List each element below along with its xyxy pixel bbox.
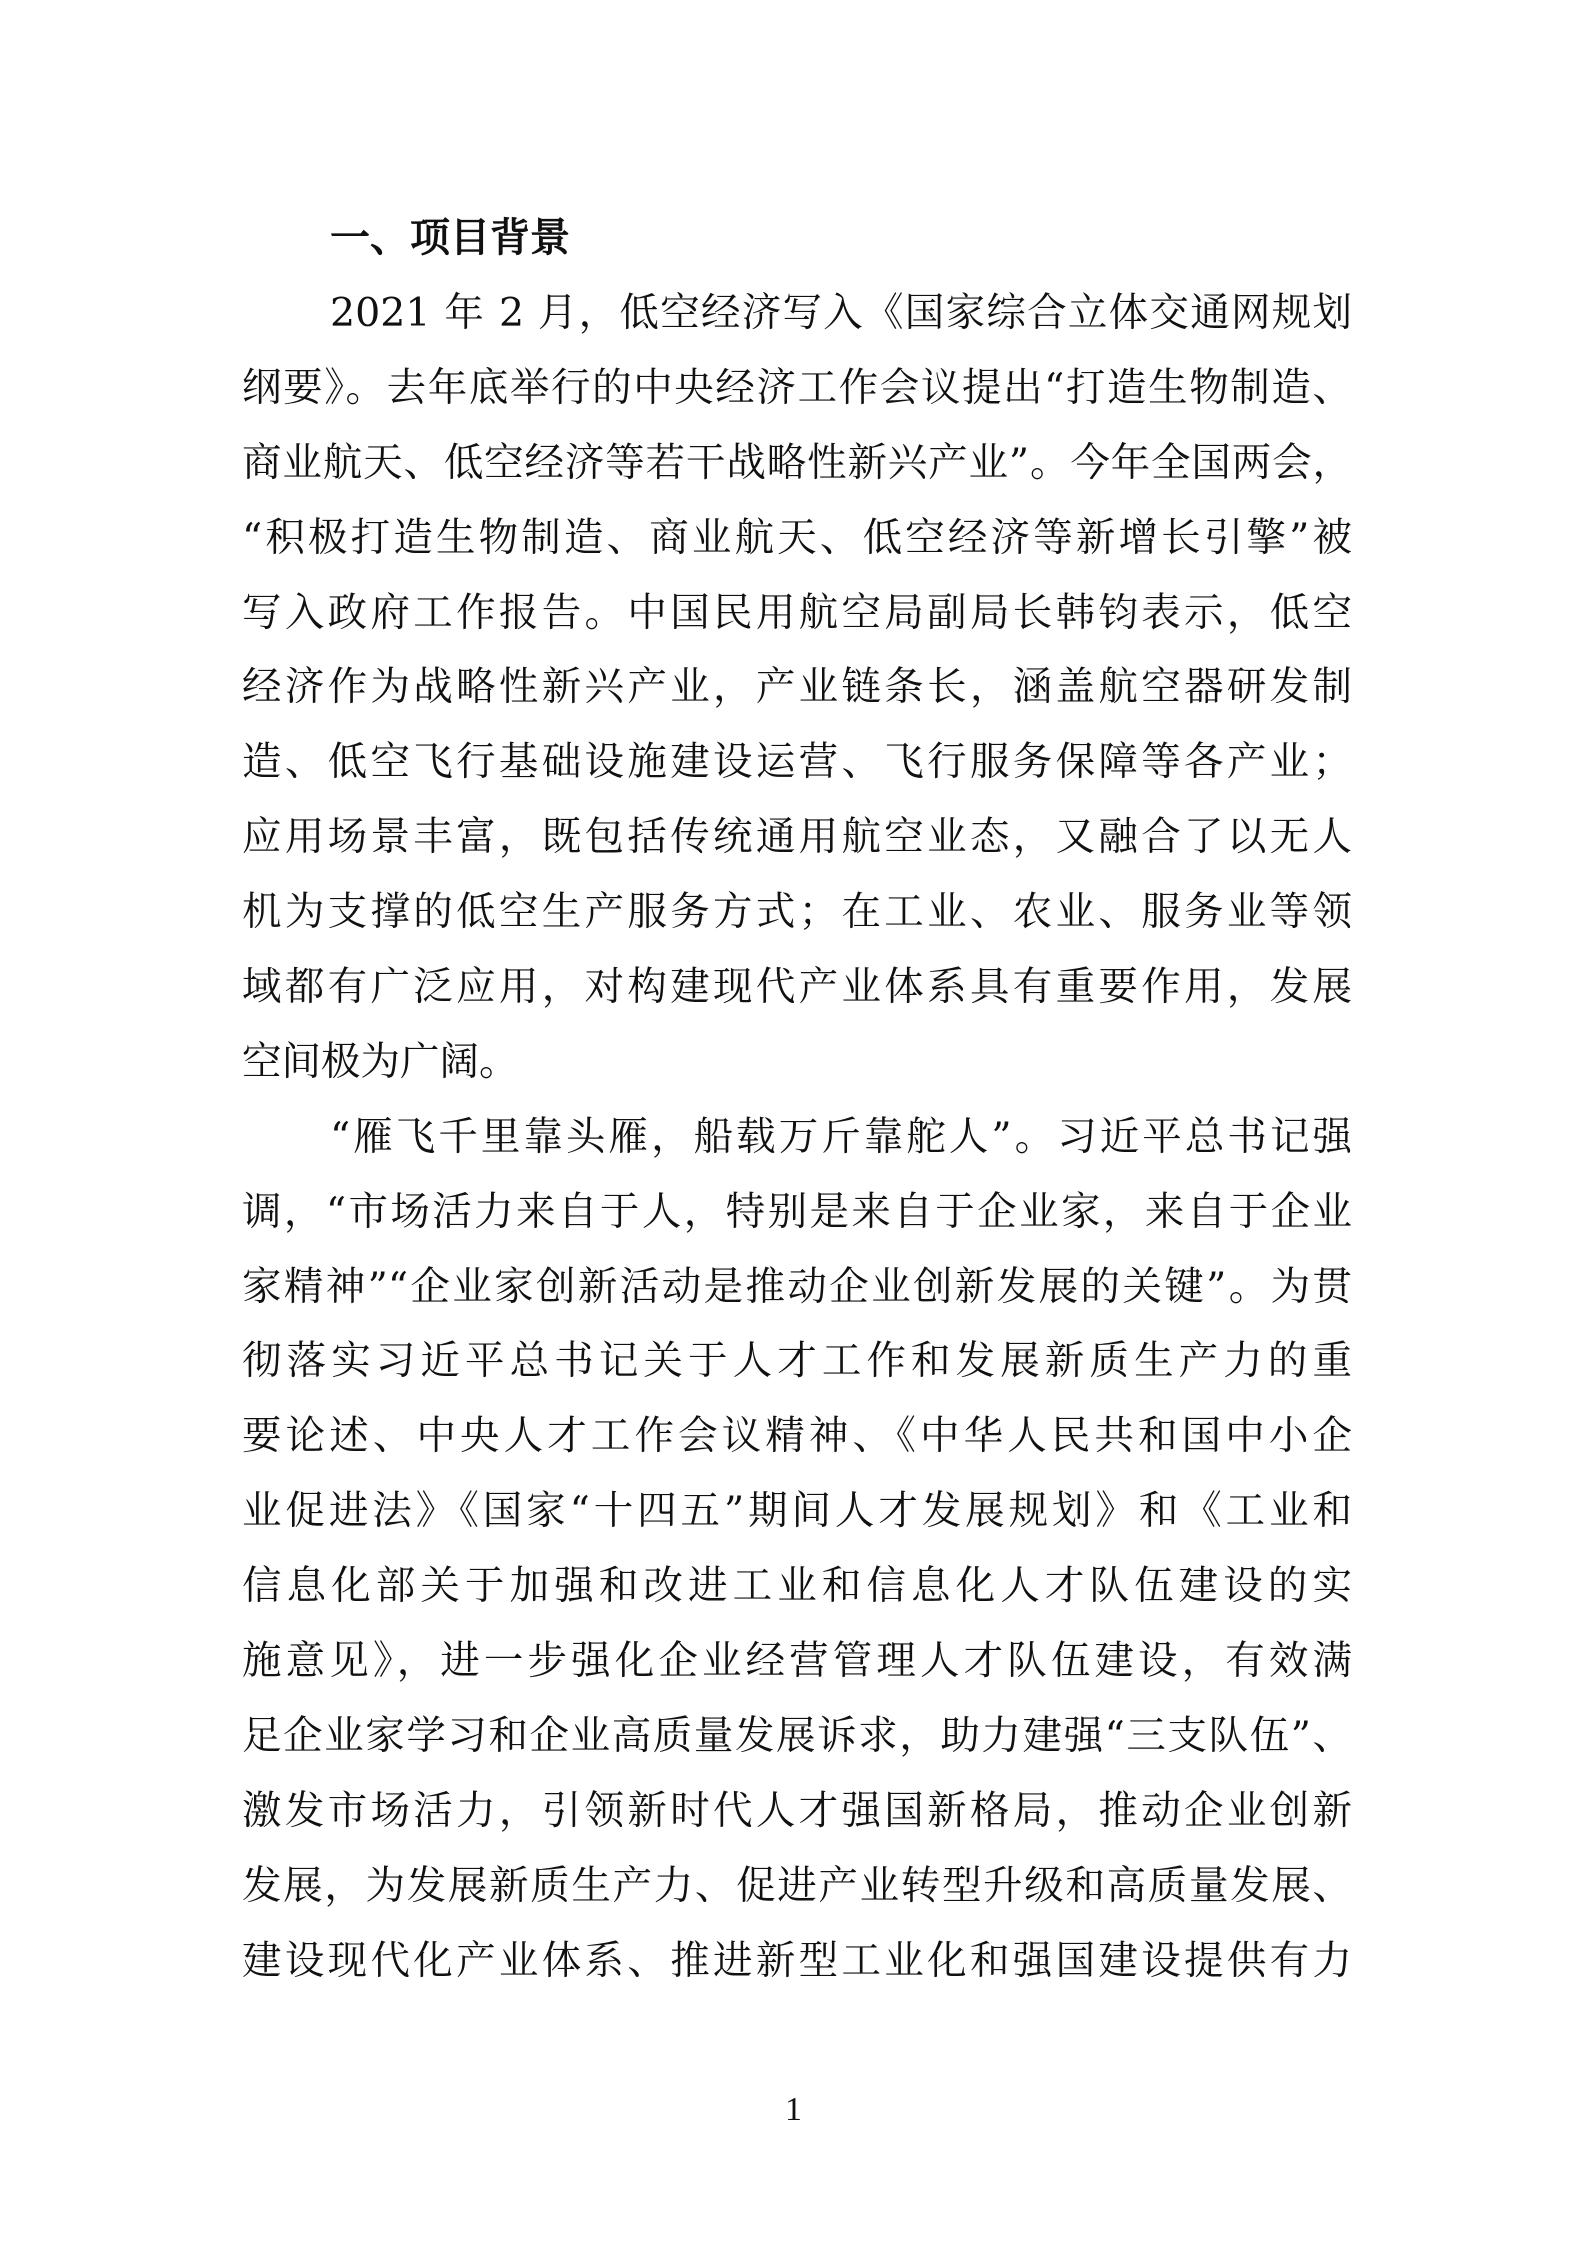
paragraph-line: 空间极为广阔。 [242, 1038, 519, 1085]
paragraph-line: 业促进法》《国家“十四五”期间人才发展规划》和《工业和 [242, 1488, 1352, 1535]
paragraph-line: “雁飞千里靠头雁，船载万斤靠舵人”。习近平总书记强 [330, 1113, 1352, 1160]
body-text [242, 276, 1352, 1998]
paragraph-line: 信息化部关于加强和改进工业和信息化人才队伍建设的实 [242, 1563, 1352, 1610]
paragraph-talent [242, 1100, 1352, 1999]
paragraph-line: 机为支撑的低空生产服务方式；在工业、农业、服务业等领 [242, 889, 1352, 936]
paragraph-line: 造、低空飞行基础设施建设运营、飞行服务保障等各产业； [242, 739, 1352, 786]
paragraph-line: 商业航天、低空经济等若干战略性新兴产业”。今年全国两会， [242, 439, 1352, 486]
paragraph-line: 家精神”“企业家创新活动是推动企业创新发展的关键”。为贯 [242, 1263, 1352, 1310]
paragraph-line: 写入政府工作报告。中国民用航空局副局长韩钧表示，低空 [242, 589, 1352, 636]
paragraph-line: 经济作为战略性新兴产业，产业链条长，涵盖航空器研发制 [242, 664, 1352, 711]
paragraph-line: 要论述、中央人才工作会议精神、《中华人民共和国中小企 [242, 1413, 1352, 1460]
page-number: 1 [785, 2091, 802, 2128]
paragraph-line: 域都有广泛应用，对构建现代产业体系具有重要作用，发展 [242, 964, 1352, 1011]
paragraph-line: 发展，为发展新质生产力、促进产业转型升级和高质量发展、 [242, 1862, 1352, 1909]
paragraph-line: 彻落实习近平总书记关于人才工作和发展新质生产力的重 [242, 1338, 1352, 1385]
paragraph-line: 2021 年 2 月，低空经济写入《国家综合立体交通网规划 [330, 290, 1352, 336]
paragraph-line: “积极打造生物制造、商业航天、低空经济等新增长引擎”被 [242, 514, 1352, 561]
paragraph-line: 激发市场活力，引领新时代人才强国新格局，推动企业创新 [242, 1787, 1352, 1834]
paragraph-line: 施意见》，进一步强化企业经营管理人才队伍建设，有效满 [242, 1638, 1352, 1685]
paragraph-line: 足企业家学习和企业高质量发展诉求，助力建强“三支队伍”、 [242, 1712, 1352, 1759]
section-heading: 一、项目背景 [330, 215, 570, 261]
paragraph-line: 纲要》。去年底举行的中央经济工作会议提出“打造生物制造、 [242, 364, 1352, 411]
paragraph-line: 应用场景丰富，既包括传统通用航空业态，又融合了以无人 [242, 814, 1352, 861]
paragraph-background [242, 276, 1352, 1100]
paragraph-line: 建设现代化产业体系、推进新型工业化和强国建设提供有力 [242, 1937, 1352, 1984]
paragraph-line: 调，“市场活力来自于人，特别是来自于企业家，来自于企业 [242, 1188, 1352, 1235]
